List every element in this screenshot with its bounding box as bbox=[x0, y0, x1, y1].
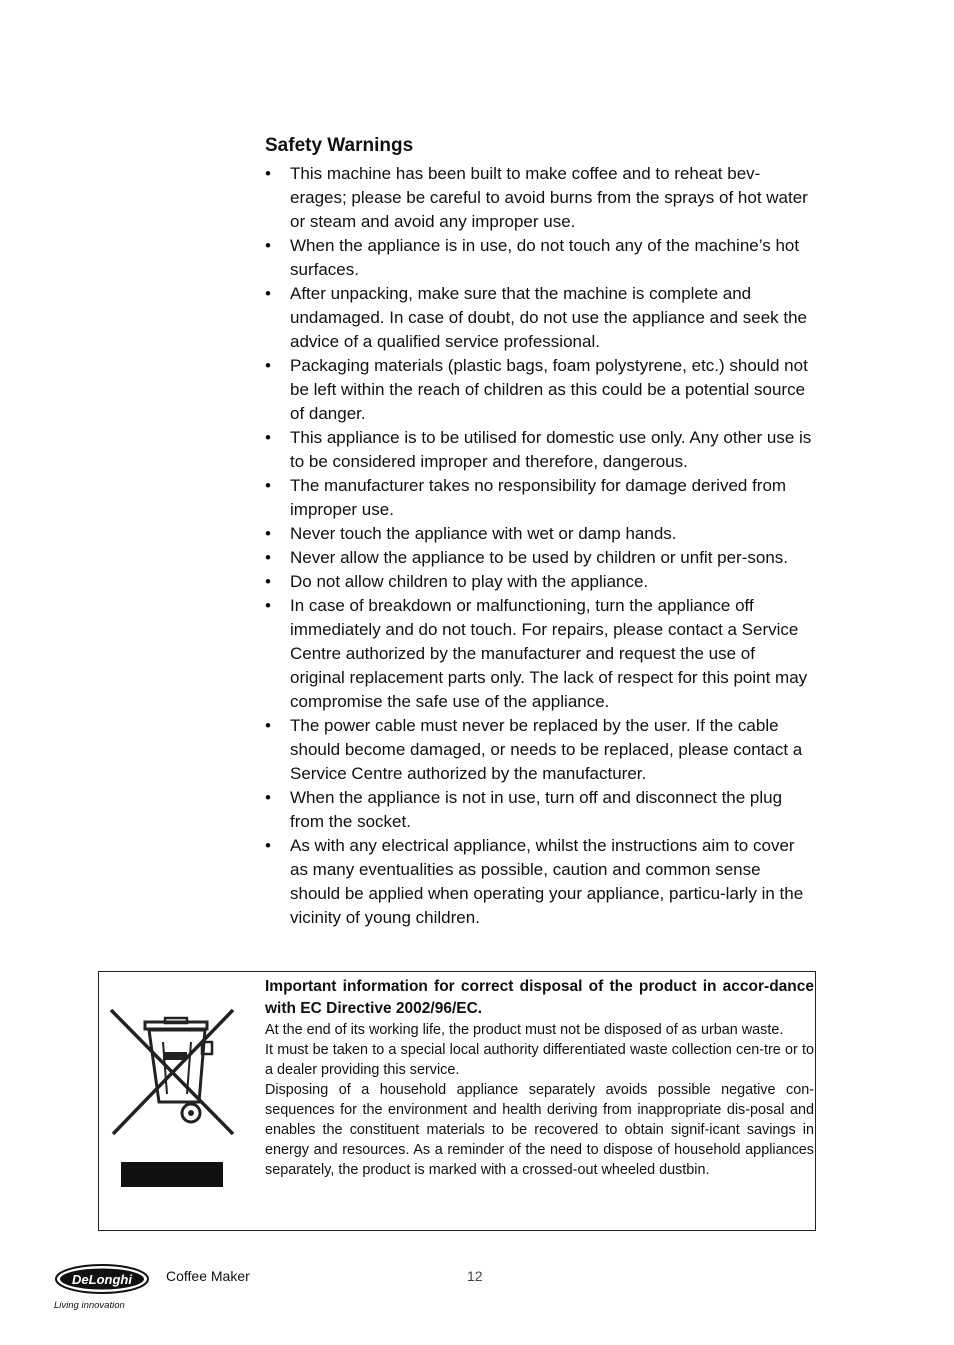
page-footer bbox=[0, 1260, 954, 1320]
safety-section bbox=[265, 134, 813, 930]
delonghi-logo bbox=[54, 1263, 150, 1295]
safety-item: • The power cable must never be replaced by the user. If the cable should become damaged, or needs to be replaced, please contact a Service Centre authorized by the manufacturer. bbox=[265, 714, 813, 786]
safety-item: • After unpacking, make sure that the machine is complete and undamaged. In case of doubt, do not use the appliance and seek the advice of a qualified service professional. bbox=[265, 282, 813, 354]
product-name: Coffee Maker bbox=[166, 1268, 250, 1284]
disposal-paragraph: Disposing of a household appliance separately avoids possible negative con-sequences for the environment and health deriving from inappropriate dis-posal and enables the constituent materials to be recovered to obtain signif-icant savings in energy and resources. As a reminder of the need to dispose of household appliances separately, the product is marked with a crossed-out wheeled dustbin. bbox=[265, 1082, 814, 1178]
safety-item: • When the appliance is in use, do not touch any of the machine’s hot surfaces. bbox=[265, 234, 813, 282]
safety-item: • When the appliance is not in use, turn off and disconnect the plug from the socket. bbox=[265, 786, 813, 834]
safety-item: • This appliance is to be utilised for domestic use only. Any other use is to be considered improper and therefore, dangerous. bbox=[265, 426, 813, 474]
logo-text: DeLonghi bbox=[72, 1272, 132, 1287]
page-number: 12 bbox=[467, 1268, 483, 1284]
safety-item: • Never touch the appliance with wet or damp hands. bbox=[265, 522, 813, 546]
crossed-out-wheeled-bin-icon bbox=[107, 1002, 239, 1192]
safety-item: • As with any electrical appliance, whilst the instructions aim to cover as many eventualities as possible, caution and common sense should be applied when operating your appliance, particu-larly in the vicinity of young children. bbox=[265, 834, 813, 930]
safety-item: • Do not allow children to play with the appliance. bbox=[265, 570, 813, 594]
safety-item: • In case of breakdown or malfunctioning, turn the appliance off immediately and do not touch. For repairs, please contact a Service Centre authorized by the manufacturer and request the use of original replacement parts only. The lack of respect for this point may compromise the safe use of the appliance. bbox=[265, 594, 813, 714]
disposal-text bbox=[265, 976, 814, 1180]
disposal-info-box bbox=[98, 971, 816, 1231]
disposal-paragraph: At the end of its working life, the product must not be disposed of as urban waste. bbox=[265, 1022, 784, 1038]
disposal-title: Important information for correct disposal of the product in accor-dance with EC Directive 2002/96/EC. bbox=[265, 978, 814, 1017]
safety-list bbox=[265, 162, 813, 930]
disposal-paragraph: It must be taken to a special local authority differentiated waste collection cen-tre or to a dealer providing this service. bbox=[265, 1042, 814, 1078]
safety-item: • Never allow the appliance to be used by children or unfit per-sons. bbox=[265, 546, 813, 570]
safety-item: • This machine has been built to make coffee and to reheat bev-erages; please be careful to avoid burns from the sprays of hot water or steam and avoid any improper use. bbox=[265, 162, 813, 234]
safety-item: • Packaging materials (plastic bags, foam polystyrene, etc.) should not be left within the reach of children as this could be a potential source of danger. bbox=[265, 354, 813, 426]
logo-tagline: Living innovation bbox=[54, 1300, 125, 1311]
safety-heading: Safety Warnings bbox=[265, 135, 414, 156]
safety-item: • The manufacturer takes no responsibility for damage derived from improper use. bbox=[265, 474, 813, 522]
